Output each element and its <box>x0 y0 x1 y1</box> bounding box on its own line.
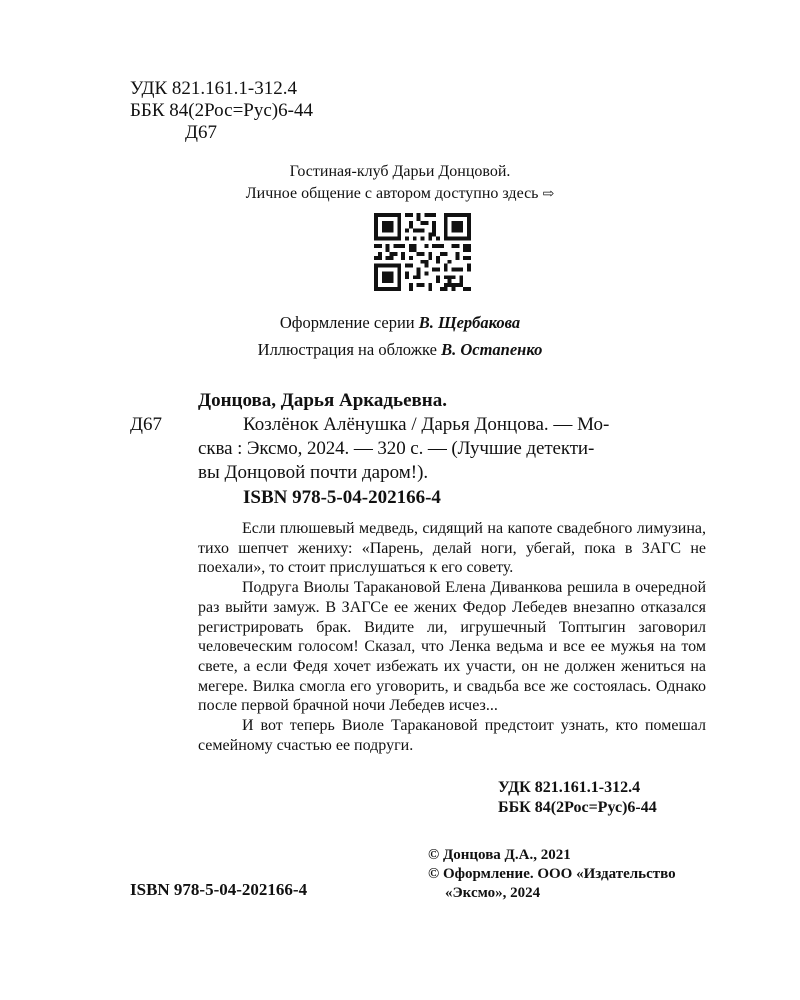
bbk-code: ББК 84(2Рос=Рус)6-44 <box>130 100 313 121</box>
annotation-paragraph-1: Если плюшевый медведь, сидящий на капоте свадебного лимузина, тихо шепчет жениху: «Парень, делай ноги, убегай, пока в ЗАГС не поехали», то стоит прислушаться к его совету. <box>198 520 706 577</box>
bottom-isbn: ISBN 978-5-04-202166-4 <box>130 880 308 899</box>
bib-line-3: вы Донцовой почти даром!). <box>198 462 429 483</box>
bib-line-1: Козлёнок Алёнушка / Дарья Донцова. — Мо- <box>243 414 610 435</box>
copyright-author: © Донцова Д.А., 2021 <box>428 847 571 863</box>
club-access-text: Личное общение с автором доступно здесь <box>245 185 539 202</box>
series-design-credit <box>0 313 800 333</box>
series-designer-name: В. Щербакова <box>418 313 521 332</box>
annotation-paragraph-2: Подруга Виолы Таракановой Елена Диванкова решила в очередной раз выйти замуж. В ЗАГСе ее жених Федор Лебедев внезапно отказался регистрировать брак. Видите ли, игрушечный Топтыгин заговорил человеческим голосом! Сказал, что Ленка ведьма и все ее мужья на том свете, а если Федя хочет избежать их участи, он не должен жениться на мегере. Вилка смогла его уговорить, и свадьба все же состоялась. Однако после первой брачной ночи Лебедев исчез... <box>198 579 706 715</box>
bib-line-2: сква : Эксмо, 2024. — 320 с. — (Лучшие детекти- <box>198 438 595 459</box>
bib-author-sign: Д67 <box>130 414 162 435</box>
footer-bbk-code: ББК 84(2Рос=Рус)6-44 <box>498 799 657 816</box>
cover-illustration-credit <box>0 340 800 360</box>
bib-isbn: ISBN 978-5-04-202166-4 <box>243 487 441 508</box>
annotation <box>198 519 706 755</box>
annotation-paragraph-3: И вот теперь Виоле Таракановой предстоит узнать, кто помешал семейному счастью ее подруги. <box>198 717 706 754</box>
club-access-line <box>0 184 800 205</box>
club-title: Гостиная-клуб Дарьи Донцовой. <box>289 163 511 180</box>
series-design-label: Оформление серии <box>279 313 415 332</box>
cover-illustrator-name: В. Остапенко <box>441 340 543 359</box>
right-arrow-icon: ⇨ <box>542 187 555 202</box>
footer-udk-code: УДК 821.161.1-312.4 <box>498 779 641 796</box>
copyright-publisher: «Эксмо», 2024 <box>445 885 541 901</box>
author-heading: Донцова, Дарья Аркадьевна. <box>198 390 447 411</box>
cover-illustration-label: Иллюстрация на обложке <box>257 340 437 359</box>
qr-code[interactable] <box>374 213 471 291</box>
udk-code: УДК 821.161.1-312.4 <box>130 78 297 99</box>
copyright-design: © Оформление. ООО «Издательство <box>428 866 676 882</box>
author-sign-code: Д67 <box>185 122 217 143</box>
